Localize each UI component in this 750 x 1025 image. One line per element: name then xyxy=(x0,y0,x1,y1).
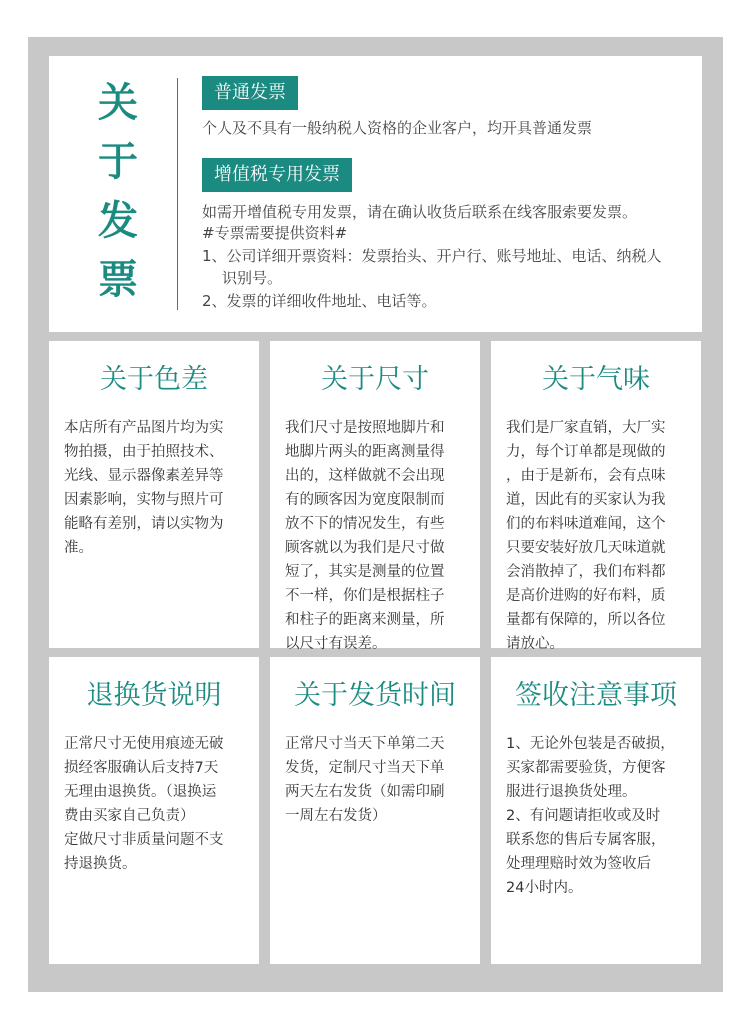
card-receipt-notes xyxy=(491,657,701,964)
invoice-panel xyxy=(49,56,702,332)
card-line: 服进行退换货处理。 xyxy=(506,784,637,800)
invoice-section-title xyxy=(93,74,143,310)
title-char: 于 xyxy=(98,139,138,185)
card-line: 本店所有产品图片均为实 xyxy=(64,420,224,436)
card-line: 处理理赔时效为签收后 xyxy=(506,856,651,872)
card-shipping-time xyxy=(270,657,480,964)
card-line: 我们是厂家直销，大厂实 xyxy=(506,420,666,436)
card-line: 一周左右发货） xyxy=(285,808,387,824)
card-line: 地脚片两头的距离测量得 xyxy=(285,444,445,460)
card-title: 关于气味 xyxy=(542,364,650,395)
vat-invoice-line: 识别号。 xyxy=(222,269,283,287)
card-line: 只要安装好放几天味道就 xyxy=(506,540,666,556)
card-line: 会消散掉了，我们布料都 xyxy=(506,564,666,580)
card-title: 关于发货时间 xyxy=(294,680,456,711)
card-line: 正常尺寸当天下单第二天 xyxy=(285,736,445,752)
title-char: 关 xyxy=(98,80,138,126)
card-line: 短了，其实是测量的位置 xyxy=(285,564,445,580)
vertical-divider xyxy=(177,78,178,310)
vat-invoice-tag: 增值税专用发票 xyxy=(202,158,352,192)
card-body xyxy=(285,416,470,656)
card-line: 光线、显示器像素差异等 xyxy=(64,468,224,484)
card-line: 2、有问题请拒收或及时 xyxy=(506,808,661,824)
card-line: 联系您的售后专属客服， xyxy=(506,832,666,848)
card-title: 关于尺寸 xyxy=(321,364,429,395)
card-line: 我们尺寸是按照地脚片和 xyxy=(285,420,445,436)
card-line: 费由买家自己负责） xyxy=(64,808,195,824)
card-line: 是高价进购的好布料，质 xyxy=(506,588,666,604)
card-line: 发货，定制尺寸当天下单 xyxy=(285,760,445,776)
card-line: 力，每个订单都是现做的 xyxy=(506,444,666,460)
card-line: 能略有差别，请以实物为 xyxy=(64,516,224,532)
card-line: 正常尺寸无使用痕迹无破 xyxy=(64,736,224,752)
card-size xyxy=(270,341,480,652)
card-line: 定做尺寸非质量问题不支 xyxy=(64,832,224,848)
card-body xyxy=(285,732,470,828)
card-line: 买家都需要验货，方便客 xyxy=(506,760,666,776)
normal-invoice-tag: 普通发票 xyxy=(202,76,298,110)
card-line: 道，因此有的买家认为我 xyxy=(506,492,666,508)
card-line: 请放心。 xyxy=(506,636,564,652)
card-line: 1、无论外包装是否破损， xyxy=(506,736,675,752)
vat-invoice-line: 2、发票的详细收件地址、电话等。 xyxy=(202,292,437,310)
title-char: 发 xyxy=(98,198,138,244)
card-line: 放不下的情况发生，有些 xyxy=(285,516,445,532)
card-line: 两天左右发货（如需印刷 xyxy=(285,784,445,800)
card-line: 以尺寸有误差。 xyxy=(285,636,387,652)
card-line: 准。 xyxy=(64,540,93,556)
normal-invoice-desc: 个人及不具有一般纳税人资格的企业客户，均开具普通发票 xyxy=(202,119,593,137)
card-line: 出的，这样做就不会出现 xyxy=(285,468,445,484)
card-line: 物拍摄，由于拍照技术、 xyxy=(64,444,224,460)
vat-invoice-line: 1、公司详细开票资料：发票抬头、开户行、账号地址、电话、纳税人 xyxy=(202,247,662,265)
card-color-difference xyxy=(49,341,259,648)
card-line: 不一样，你们是根据柱子 xyxy=(285,588,445,604)
card-line: ，由于是新布，会有点味 xyxy=(506,468,666,484)
card-line: 有的顾客因为宽度限制而 xyxy=(285,492,445,508)
card-returns xyxy=(49,657,259,964)
card-title: 签收注意事项 xyxy=(515,680,677,711)
card-line: 24小时内。 xyxy=(506,880,583,896)
card-line: 量都有保障的，所以各位 xyxy=(506,612,666,628)
card-body xyxy=(506,416,691,656)
card-smell xyxy=(491,341,701,652)
card-line: 损经客服确认后支持7天 xyxy=(64,760,219,776)
card-title: 退换货说明 xyxy=(86,680,222,711)
card-line: 顾客就以为我们是尺寸做 xyxy=(285,540,445,556)
card-line: 无理由退换货。（退换运 xyxy=(64,784,217,800)
vat-invoice-line: 如需开增值税专用发票，请在确认收货后联系在线客服索要发票。 xyxy=(202,203,638,221)
card-title: 关于色差 xyxy=(100,364,208,395)
card-body xyxy=(64,416,249,560)
card-line: 们的布料味道难闻，这个 xyxy=(506,516,666,532)
title-char: 票 xyxy=(98,257,138,303)
card-line: 和柱子的距离来测量，所 xyxy=(285,612,445,628)
card-body xyxy=(64,732,249,876)
vat-invoice-line: #专票需要提供资料# xyxy=(202,224,348,242)
card-line: 因素影响，实物与照片可 xyxy=(64,492,224,508)
card-line: 持退换货。 xyxy=(64,856,137,872)
card-body xyxy=(506,732,691,900)
